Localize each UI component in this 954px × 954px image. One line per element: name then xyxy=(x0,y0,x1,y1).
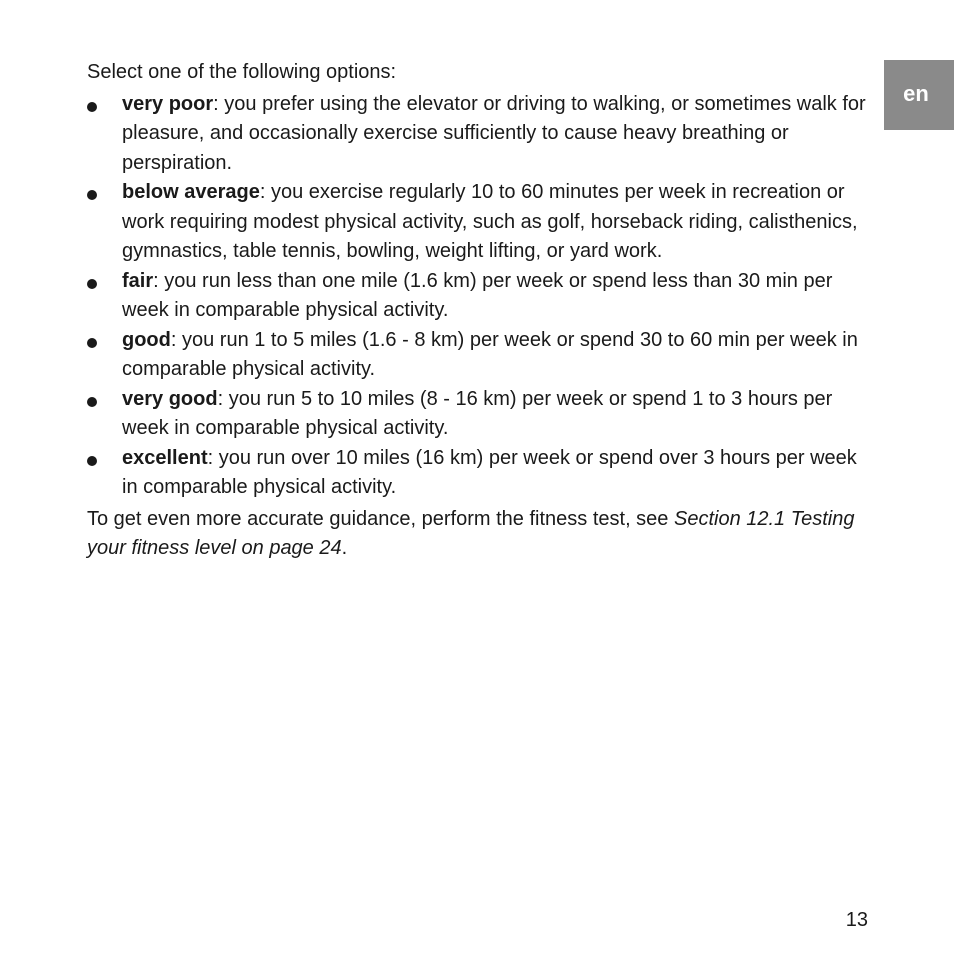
option-fair xyxy=(87,267,869,326)
section-reference-link[interactable]: Section 12.1 Testing your fitness level on page 24 xyxy=(87,507,855,559)
page-number: 13 xyxy=(845,909,868,931)
intro-text: Select one of the following options: xyxy=(87,61,397,83)
option-term: below average xyxy=(122,181,260,203)
option-description: : you run 5 to 10 miles (8 - 16 km) per week or spend 1 to 3 hours per week in comparable physical activity. xyxy=(122,387,833,439)
option-description: : you run less than one mile (1.6 km) per week or spend less than 30 min per week in comparable physical activity. xyxy=(122,269,833,321)
closing-end: . xyxy=(341,537,348,559)
option-term: fair xyxy=(122,269,154,292)
option-excellent xyxy=(87,444,869,503)
closing-text: To get even more accurate guidance, perform the fitness test, see xyxy=(87,507,674,530)
option-term: excellent xyxy=(122,446,208,469)
bullet-icon xyxy=(87,456,97,466)
option-good xyxy=(87,326,869,385)
option-term: very poor xyxy=(122,92,214,115)
bullet-icon xyxy=(87,102,97,112)
bullet-icon xyxy=(87,338,97,348)
language-tab xyxy=(884,60,954,130)
bullet-icon xyxy=(87,190,97,200)
language-label: en xyxy=(903,81,929,106)
closing-paragraph xyxy=(87,505,869,564)
option-description: : you exercise regularly 10 to 60 minutes per week in recreation or work requiring modest physical activity, such as golf, horseback riding, calisthenics, gymnastics, table tennis, bowling, weight lifting, or yard work. xyxy=(122,181,858,262)
option-term: very good xyxy=(122,387,218,410)
option-description: : you run 1 to 5 miles (1.6 - 8 km) per week or spend 30 to 60 min per week in comparable physical activity. xyxy=(122,328,858,380)
page-content xyxy=(87,58,869,564)
option-below-average xyxy=(87,178,869,267)
option-very-poor xyxy=(87,90,869,179)
option-description: : you run over 10 miles (16 km) per week or spend over 3 hours per week in comparable physical activity. xyxy=(122,446,857,498)
fitness-options-list xyxy=(87,90,869,503)
option-term: good xyxy=(122,328,171,351)
bullet-icon xyxy=(87,397,97,407)
option-description: : you prefer using the elevator or driving to walking, or sometimes walk for pleasure, and occasionally exercise sufficiently to cause heavy breathing or perspiration. xyxy=(122,92,866,174)
bullet-icon xyxy=(87,279,97,289)
option-very-good xyxy=(87,385,869,444)
